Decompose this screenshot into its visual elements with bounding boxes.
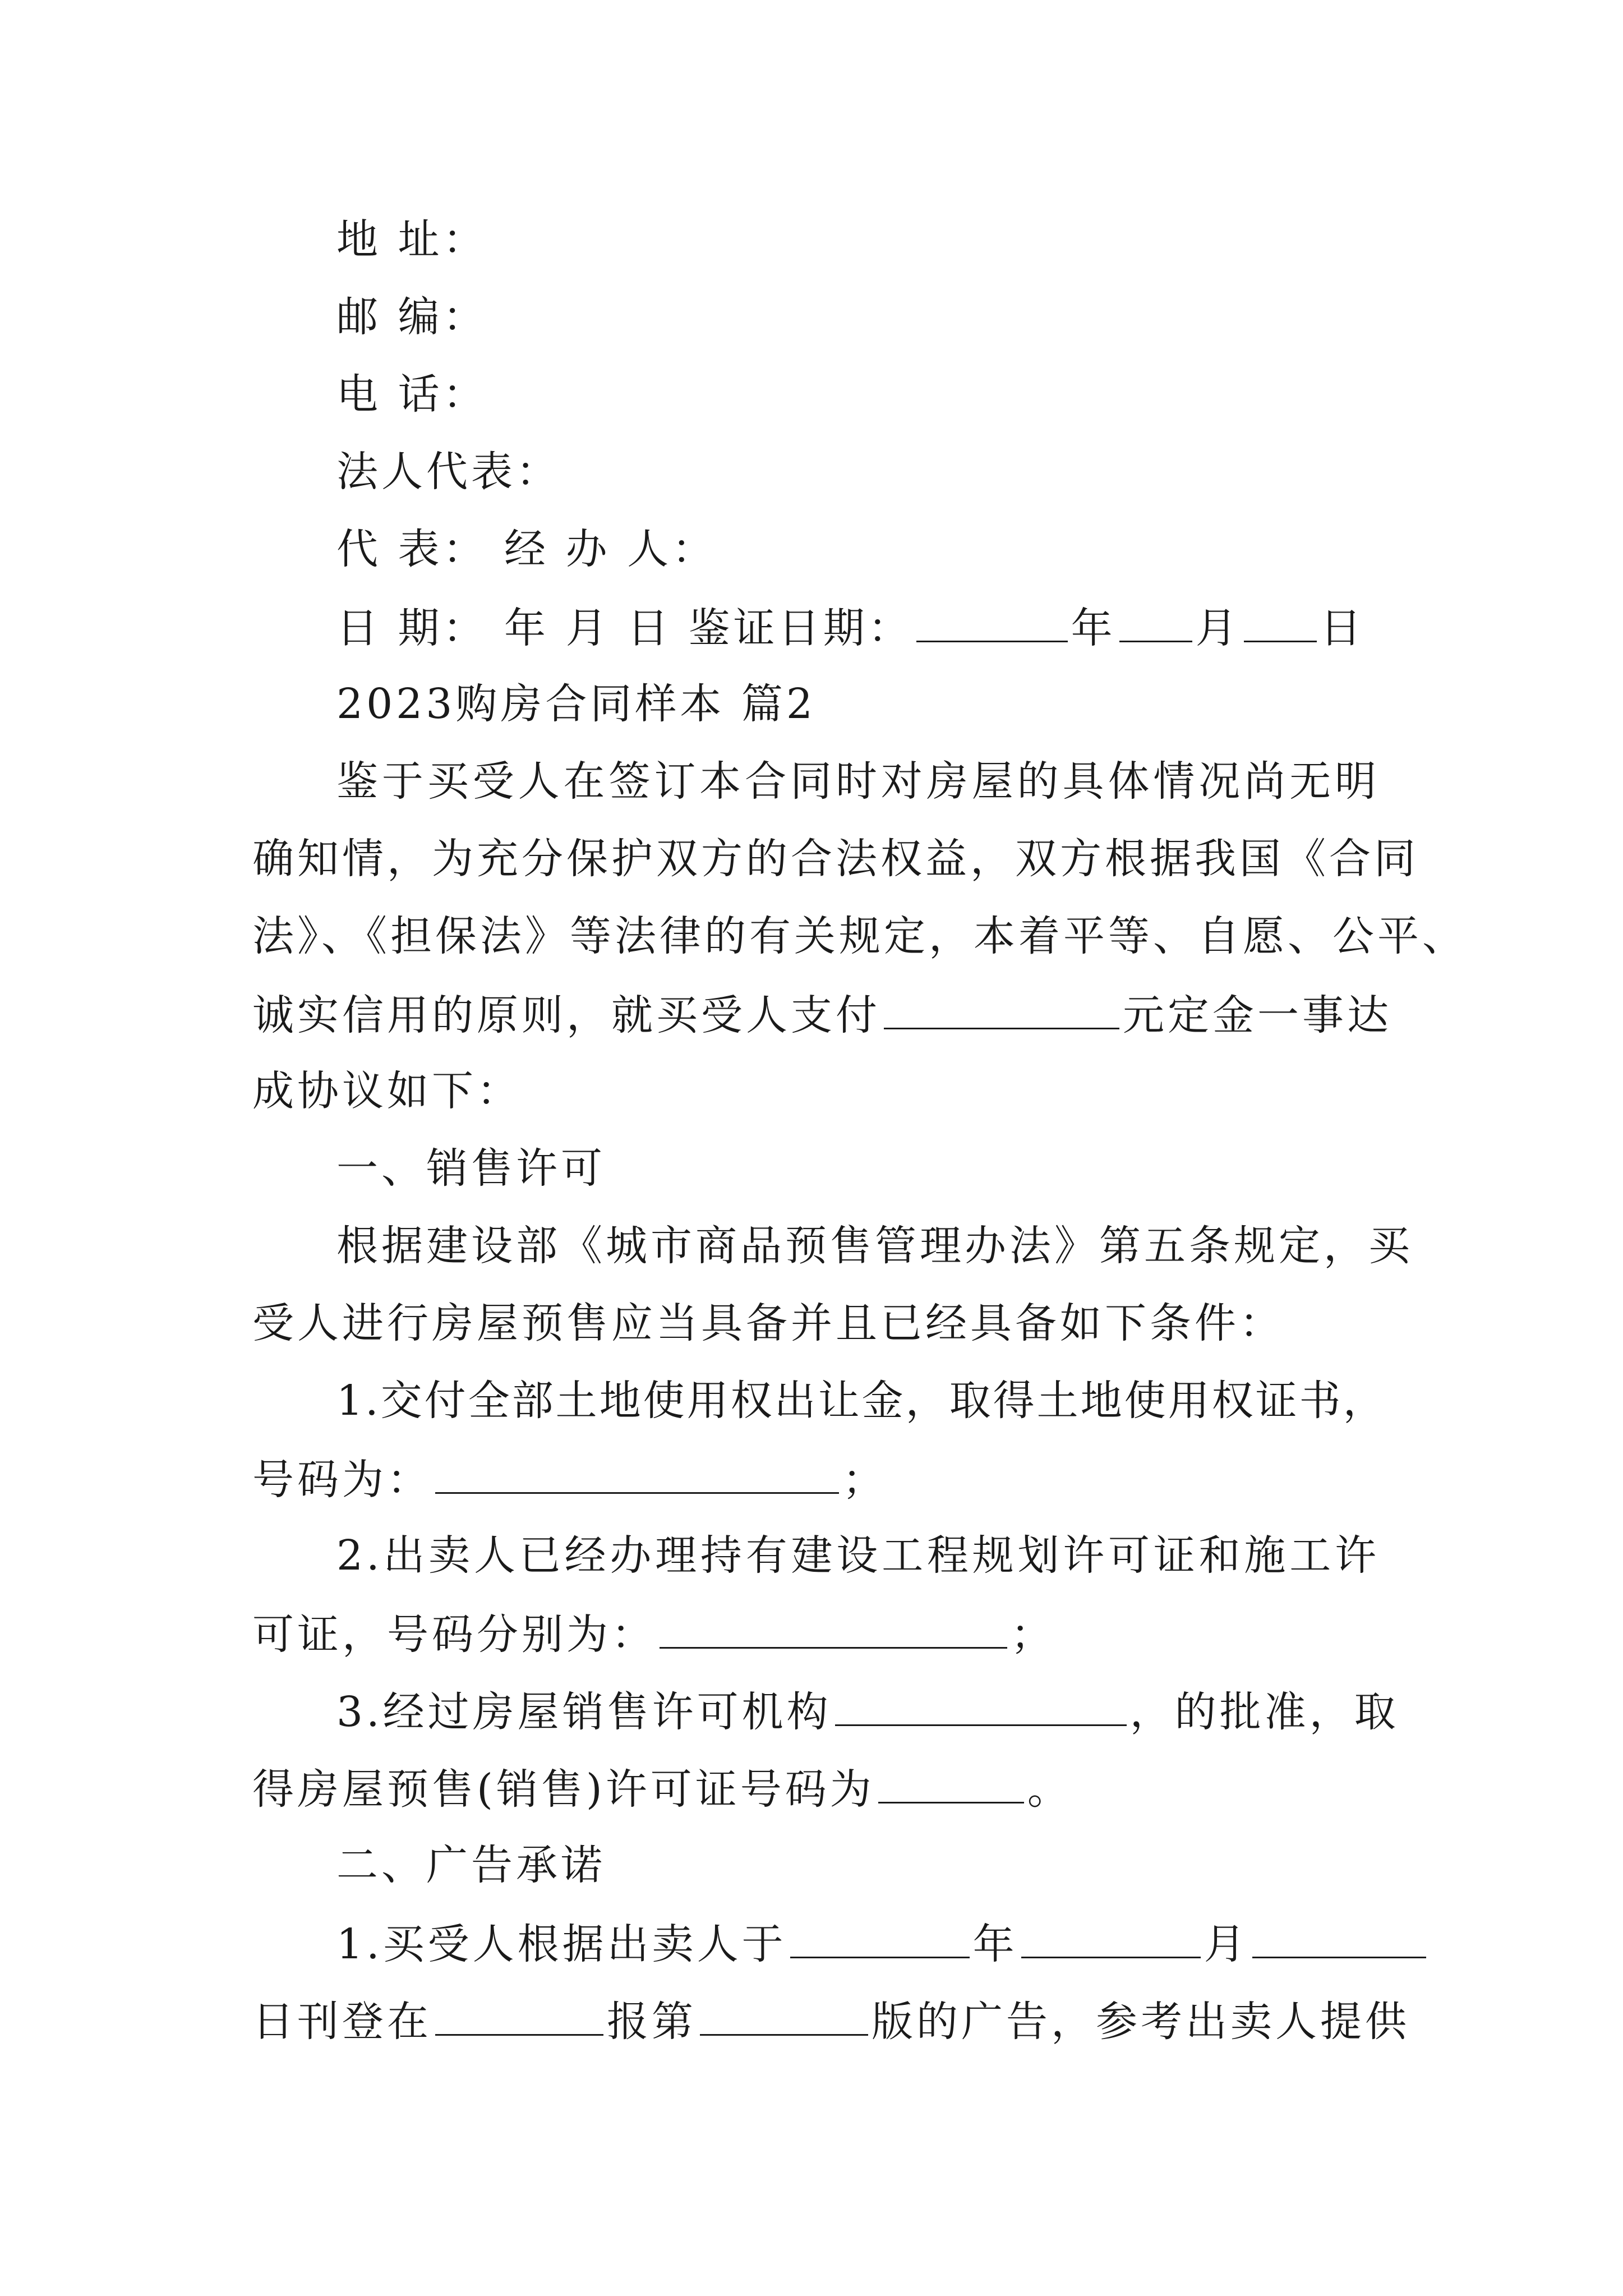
verify-month-blank — [1119, 601, 1192, 642]
sec2-item1-text-c: 月 — [1204, 1920, 1249, 1968]
sec2-heading — [336, 1840, 1380, 1890]
sec1-item3-line-2 — [252, 1763, 1380, 1815]
ad-month-blank — [1021, 1917, 1201, 1958]
intro-text-4a: 诚实信用的原则，就买受人支付 — [252, 991, 880, 1039]
sales-permit-authority-blank — [835, 1685, 1127, 1726]
intro-text-3: 法》、《担保法》等法律的有关规定，本着平等、自愿、公平、 — [252, 912, 1467, 960]
land-cert-number-blank — [435, 1453, 839, 1494]
sec2-item1-text-e: 报第 — [607, 1998, 697, 2046]
section-title — [336, 679, 1380, 729]
sec1-item1-line-1 — [336, 1375, 1387, 1426]
sec1-heading — [336, 1143, 1380, 1194]
day-label: 日 — [1320, 604, 1365, 652]
rep-agent-line — [336, 524, 1380, 574]
sec2-item1-text-a: 1.买受人根据出卖人于 — [336, 1920, 787, 1968]
sec1-item1-text-b: 号码为： — [252, 1456, 432, 1504]
sec1-item1-line-2 — [252, 1453, 1380, 1505]
sec1-item3-text-a: 3.经过房屋销售许可机构 — [336, 1688, 832, 1736]
intro-line-5 — [252, 1066, 1380, 1116]
intro-line-3 — [252, 911, 1467, 961]
newspaper-name-blank — [435, 1995, 603, 2036]
sec2-item1-line-1 — [336, 1917, 1380, 1970]
sec2-item1-text-d: 日刊登在 — [252, 1998, 432, 2046]
verify-year-blank — [916, 601, 1068, 642]
sec2-item1-text-b: 年 — [972, 1920, 1018, 1968]
ad-day-blank — [1252, 1917, 1426, 1958]
sec1-item2-text-b: 可证，号码分别为： — [252, 1611, 656, 1659]
phone-label: 电 话： — [336, 370, 488, 418]
sec2-heading-text: 二、广告承诺 — [336, 1841, 606, 1889]
sec1-item1-text-c: ； — [842, 1456, 887, 1504]
sec1-item3-text-c: 得房屋预售(销售)许可证号码为 — [252, 1765, 875, 1814]
sec1-item2-line-2 — [252, 1608, 1380, 1660]
verify-day-blank — [1244, 601, 1317, 642]
sec1-item1-text-a: 1.交付全部土地使用权出让金，取得土地使用权证书， — [336, 1377, 1387, 1425]
sec1-para-line-1 — [336, 1221, 1413, 1271]
sec1-item2-text-c: ； — [1011, 1611, 1055, 1659]
newspaper-page-blank — [700, 1995, 868, 2036]
intro-text-4b: 元定金一事达 — [1123, 991, 1392, 1039]
sec1-item3-line-1 — [336, 1685, 1399, 1737]
sec1-item3-text-b: ，的批准，取 — [1129, 1688, 1399, 1736]
intro-line-1 — [336, 756, 1380, 807]
legal-rep-label: 法人代表： — [336, 448, 561, 496]
ad-year-blank — [790, 1917, 970, 1958]
deposit-amount-blank — [884, 988, 1119, 1029]
sec1-para-text-1: 根据建设部《城市商品预售管理办法》第五条规定，买 — [336, 1222, 1413, 1270]
date-line — [336, 601, 1380, 654]
date-label: 日 期： 年 月 日 鉴证日期： — [336, 604, 913, 652]
sec1-item3-text-d: 。 — [1027, 1765, 1072, 1814]
month-label: 月 — [1195, 604, 1241, 652]
presale-permit-number-blank — [878, 1763, 1024, 1803]
year-label: 年 — [1071, 604, 1116, 652]
postcode-line — [336, 292, 1380, 342]
intro-text-2: 确知情，为充分保护双方的合法权益，双方根据我国《合同 — [252, 835, 1419, 883]
intro-line-2 — [252, 834, 1419, 884]
legal-rep-line — [336, 447, 1380, 497]
intro-text-1: 鉴于买受人在签订本合同时对房屋的具体情况尚无明 — [336, 757, 1380, 806]
address-label: 地 址： — [336, 215, 488, 264]
sec1-para-line-2 — [252, 1298, 1380, 1349]
phone-line — [336, 369, 1380, 420]
postcode-label: 邮 编： — [336, 293, 488, 341]
intro-text-5: 成协议如下： — [252, 1067, 522, 1115]
section-title-text: 2023购房合同样本 篇2 — [336, 680, 816, 728]
intro-line-4 — [252, 988, 1392, 1041]
sec1-item2-line-1 — [336, 1530, 1380, 1581]
address-line — [336, 214, 1380, 265]
permit-numbers-blank — [660, 1608, 1007, 1649]
sec1-para-text-2: 受人进行房屋预售应当具备并且已经具备如下条件： — [252, 1299, 1284, 1347]
rep-agent-label: 代 表： 经 办 人： — [336, 525, 717, 573]
sec1-item2-text-a: 2.出卖人已经办理持有建设工程规划许可证和施工许 — [336, 1531, 1380, 1580]
sec2-item1-text-f: 版的广告，参考出卖人提供 — [872, 1998, 1410, 2046]
sec1-heading-text: 一、销售许可 — [336, 1144, 606, 1193]
sec2-item1-line-2 — [252, 1995, 1410, 2047]
